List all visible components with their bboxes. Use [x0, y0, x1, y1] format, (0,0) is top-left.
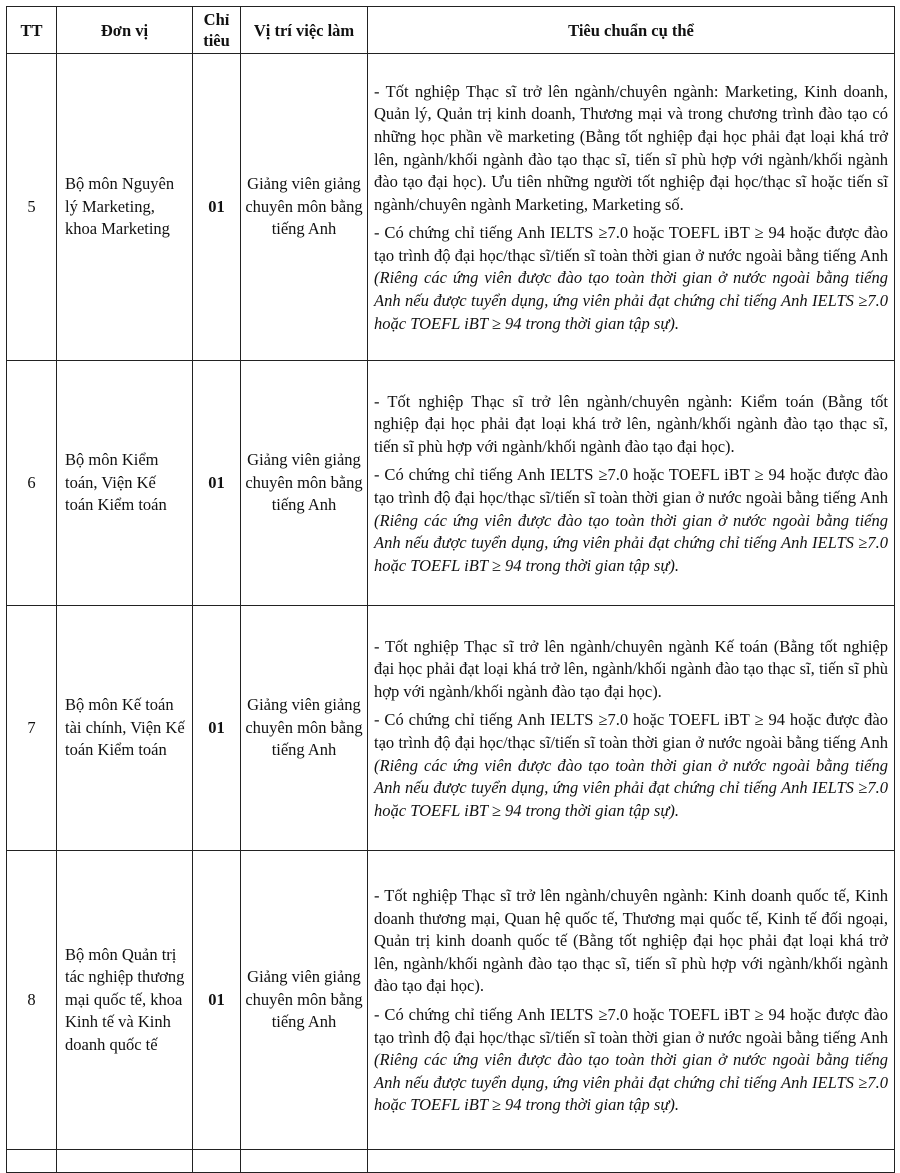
degree-requirement: - Tốt nghiệp Thạc sĩ trở lên ngành/chuyên ngành: Marketing, Kinh doanh, Quản lý, Quản trị kinh doanh, Thương mại và trong chương trình đào tạo có những học phần về marketing (Bằng tốt nghiệp đại học phải đạt loại khá trở lên, ngành/khối ngành đào tạo thạc sĩ, tiến sĩ phù hợp với ngành/khối ngành đào tạo đại học). Ưu tiên những người tốt nghiệp đại học/thạc sĩ hoặc tiến sĩ ngành/chuyên ngành Marketing, Marketing số. [374, 81, 888, 214]
criteria-cell [368, 54, 895, 361]
table-row-cut-off [7, 1150, 895, 1173]
english-requirement-text: - Có chứng chỉ tiếng Anh IELTS ≥7.0 hoặc TOEFL iBT ≥ 94 hoặc được đào tạo trình độ đại học/thạc sĩ/tiến sĩ toàn thời gian ở nước ngoài bằng tiếng Anh [374, 1005, 888, 1047]
row-number: 7 [7, 606, 57, 851]
english-requirement-note: (Riêng các ứng viên được đào tạo toàn thời gian ở nước ngoài bằng tiếng Anh nếu được tuyển dụng, ứng viên phải đạt chứng chỉ tiếng Anh IELTS ≥7.0 hoặc TOEFL iBT ≥ 94 trong thời gian tập sự). [374, 755, 888, 820]
table-row [7, 361, 895, 606]
unit-name: Bộ môn Kiểm toán, Viện Kế toán Kiểm toán [57, 361, 193, 606]
empty-cell [368, 1150, 895, 1173]
english-requirement-text: - Có chứng chỉ tiếng Anh IELTS ≥7.0 hoặc TOEFL iBT ≥ 94 hoặc được đào tạo trình độ đại học/thạc sĩ/tiến sĩ toàn thời gian ở nước ngoài bằng tiếng Anh [374, 710, 888, 752]
english-requirement [374, 222, 888, 335]
empty-cell [57, 1150, 193, 1173]
document-page [6, 6, 894, 1173]
position-title: Giảng viên giảng chuyên môn bằng tiếng Anh [241, 606, 368, 851]
recruitment-table [6, 6, 895, 1173]
degree-requirement: - Tốt nghiệp Thạc sĩ trở lên ngành/chuyên ngành: Kinh doanh quốc tế, Kinh doanh thương mại, Quan hệ quốc tế, Thương mại quốc tế, Kinh tế đối ngoại, Quản trị kinh doanh quốc tế (Bằng tốt nghiệp đại học phải đạt loại khá trở lên, ngành/khối ngành đào tạo thạc sĩ, tiến sĩ phù hợp với ngành/khối ngành đào tạo đại học). [374, 886, 888, 996]
header-tt: TT [7, 7, 57, 54]
row-number: 8 [7, 851, 57, 1150]
header-unit: Đơn vị [57, 7, 193, 54]
row-number: 5 [7, 54, 57, 361]
table-row [7, 54, 895, 361]
position-title: Giảng viên giảng chuyên môn bằng tiếng Anh [241, 361, 368, 606]
unit-name: Bộ môn Nguyên lý Marketing, khoa Marketing [57, 54, 193, 361]
header-quota: Chỉ tiêu [193, 7, 241, 54]
quota-count: 01 [193, 606, 241, 851]
quota-count: 01 [193, 54, 241, 361]
empty-cell [241, 1150, 368, 1173]
table-header-row [7, 7, 895, 54]
header-position: Vị trí việc làm [241, 7, 368, 54]
empty-cell [7, 1150, 57, 1173]
english-requirement [374, 464, 888, 577]
criteria-cell [368, 851, 895, 1150]
english-requirement [374, 1004, 888, 1117]
header-criteria: Tiêu chuẩn cụ thể [368, 7, 895, 54]
quota-count: 01 [193, 851, 241, 1150]
table-row [7, 606, 895, 851]
empty-cell [193, 1150, 241, 1173]
degree-requirement: - Tốt nghiệp Thạc sĩ trở lên ngành/chuyên ngành: Kiểm toán (Bằng tốt nghiệp đại học phải đạt loại khá trở lên, ngành/khối ngành đào tạo thạc sĩ, tiến sĩ phù hợp với ngành/khối ngành đào tạo đại học). [374, 391, 888, 456]
english-requirement [374, 709, 888, 822]
english-requirement-text: - Có chứng chỉ tiếng Anh IELTS ≥7.0 hoặc TOEFL iBT ≥ 94 hoặc được đào tạo trình độ đại học/thạc sĩ/tiến sĩ toàn thời gian ở nước ngoài bằng tiếng Anh [374, 465, 888, 507]
english-requirement-note: (Riêng các ứng viên được đào tạo toàn thời gian ở nước ngoài bằng tiếng Anh nếu được tuyển dụng, ứng viên phải đạt chứng chỉ tiếng Anh IELTS ≥7.0 hoặc TOEFL iBT ≥ 94 trong thời gian tập sự). [374, 268, 888, 333]
position-title: Giảng viên giảng chuyên môn bằng tiếng Anh [241, 851, 368, 1150]
english-requirement-text: - Có chứng chỉ tiếng Anh IELTS ≥7.0 hoặc TOEFL iBT ≥ 94 hoặc được đào tạo trình độ đại học/thạc sĩ/tiến sĩ toàn thời gian ở nước ngoài bằng tiếng Anh [374, 223, 888, 265]
criteria-cell [368, 606, 895, 851]
quota-count: 01 [193, 361, 241, 606]
unit-name: Bộ môn Quản trị tác nghiệp thương mại quốc tế, khoa Kinh tế và Kinh doanh quốc tế [57, 851, 193, 1150]
english-requirement-note: (Riêng các ứng viên được đào tạo toàn thời gian ở nước ngoài bằng tiếng Anh nếu được tuyển dụng, ứng viên phải đạt chứng chỉ tiếng Anh IELTS ≥7.0 hoặc TOEFL iBT ≥ 94 trong thời gian tập sự). [374, 510, 888, 575]
row-number: 6 [7, 361, 57, 606]
criteria-cell [368, 361, 895, 606]
unit-name: Bộ môn Kế toán tài chính, Viện Kế toán Kiểm toán [57, 606, 193, 851]
table-row [7, 851, 895, 1150]
position-title: Giảng viên giảng chuyên môn bằng tiếng Anh [241, 54, 368, 361]
english-requirement-note: (Riêng các ứng viên được đào tạo toàn thời gian ở nước ngoài bằng tiếng Anh nếu được tuyển dụng, ứng viên phải đạt chứng chỉ tiếng Anh IELTS ≥7.0 hoặc TOEFL iBT ≥ 94 trong thời gian tập sự). [374, 1050, 888, 1115]
degree-requirement: - Tốt nghiệp Thạc sĩ trở lên ngành/chuyên ngành Kế toán (Bằng tốt nghiệp đại học phải đạt loại khá trở lên, ngành/khối ngành đào tạo thạc sĩ, tiến sĩ phù hợp với ngành/khối ngành đào tạo đại học). [374, 636, 888, 701]
